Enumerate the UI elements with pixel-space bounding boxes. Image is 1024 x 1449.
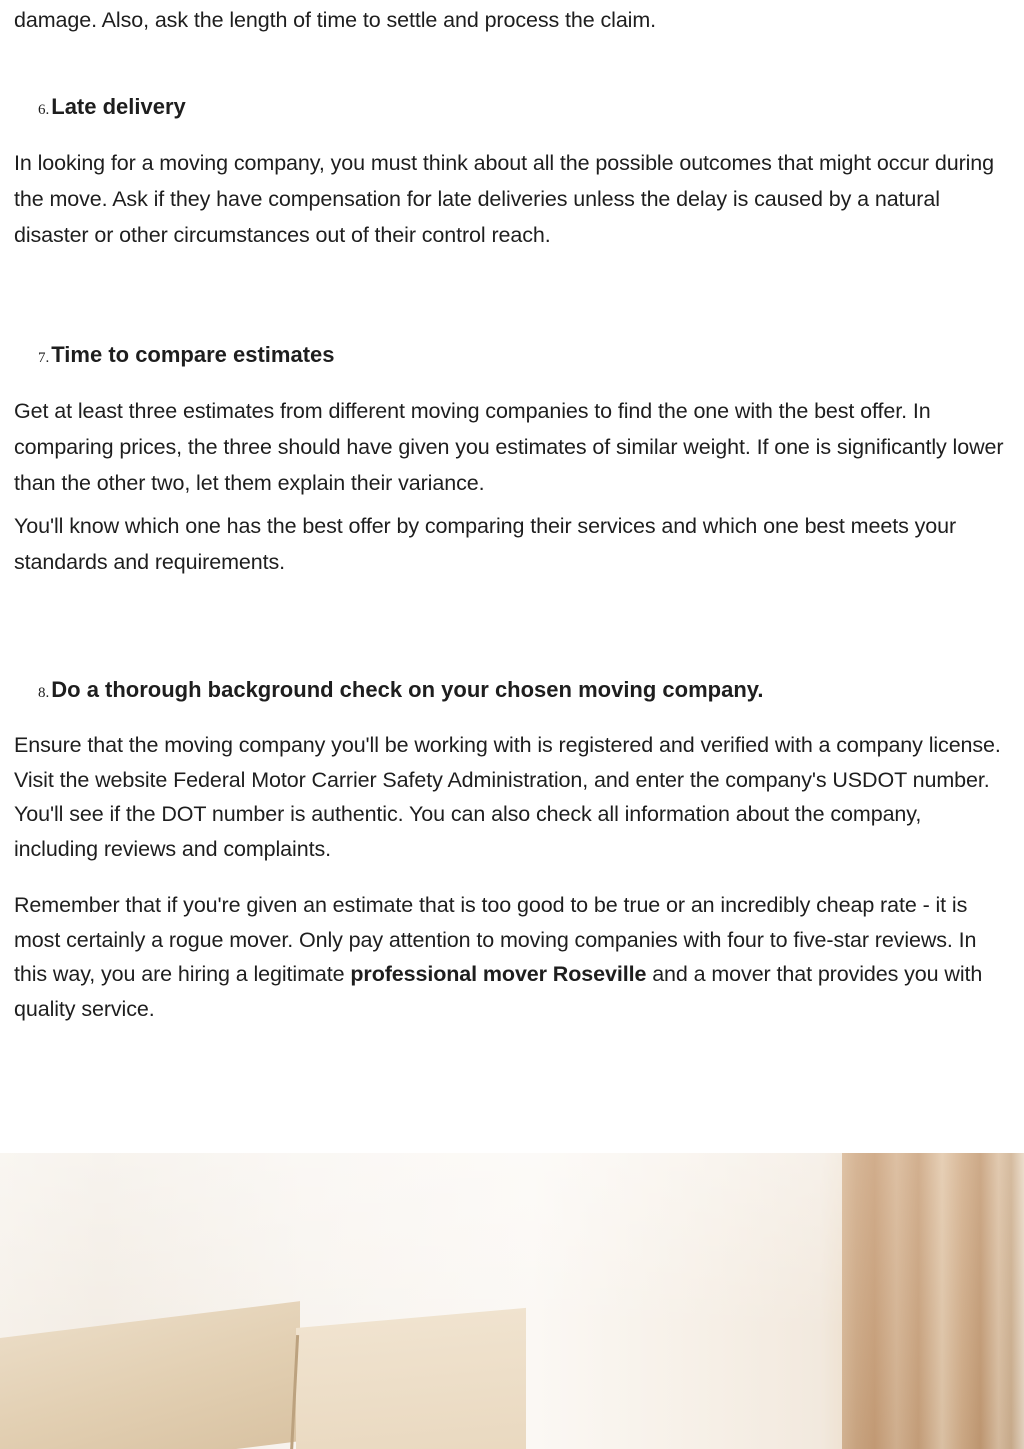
section-heading-late-delivery (38, 92, 186, 125)
closing-text-before: Remember that if you're given an estimate that is too good to be true or an incredibly cheap rate - it is most certainly a rogue mover. Only pay attention to moving companies with four to five-star reviews. In this way, you are hiring a legitimate (14, 893, 977, 986)
heading-text: Late delivery (51, 94, 186, 119)
professional-mover-link[interactable]: professional mover Roseville (350, 962, 647, 986)
late-delivery-paragraph: In looking for a moving company, you must think about all the possible outcomes that might occur during the move. Ask if they have compensation for late deliveries unless the delay is caused by a natural disaster or other circumstances out of their control reach. (14, 151, 995, 247)
compare-estimates-paragraph-2: You'll know which one has the best offer by comparing their services and which one best meets your standards and requirements. (14, 514, 957, 574)
section-heading-compare-estimates (38, 340, 335, 373)
compare-estimates-paragraph-1: Get at least three estimates from different moving companies to find the one with the best offer. In comparing prices, the three should have given you estimates of similar weight. If one is significantly lower than the other two, let them explain their variance. (14, 399, 1004, 495)
cardboard-box-middle (296, 1308, 526, 1449)
closing-text-after: and a mover that provides you with quality service. (14, 962, 983, 1021)
heading-text: Time to compare estimates (51, 342, 335, 367)
background-check-paragraph: Ensure that the moving company you'll be working with is registered and verified with a company license. Visit the website Federal Motor Carrier Safety Administration, and enter the company's USDOT number. You'll see if the DOT number is authentic. You can also check all information about the company, including reviews and complaints. (14, 733, 1001, 861)
list-number: 6. (38, 102, 50, 118)
moving-boxes-photo (0, 1153, 1024, 1449)
list-number: 7. (38, 350, 50, 366)
closing-paragraph (14, 888, 1004, 1026)
list-number: 8. (38, 685, 50, 701)
intro-paragraph: damage. Also, ask the length of time to settle and process the claim. (14, 8, 657, 32)
section-heading-background-check (38, 675, 763, 708)
curtain-shade (842, 1153, 1024, 1449)
heading-text: Do a thorough background check on your chosen moving company. (51, 677, 764, 702)
